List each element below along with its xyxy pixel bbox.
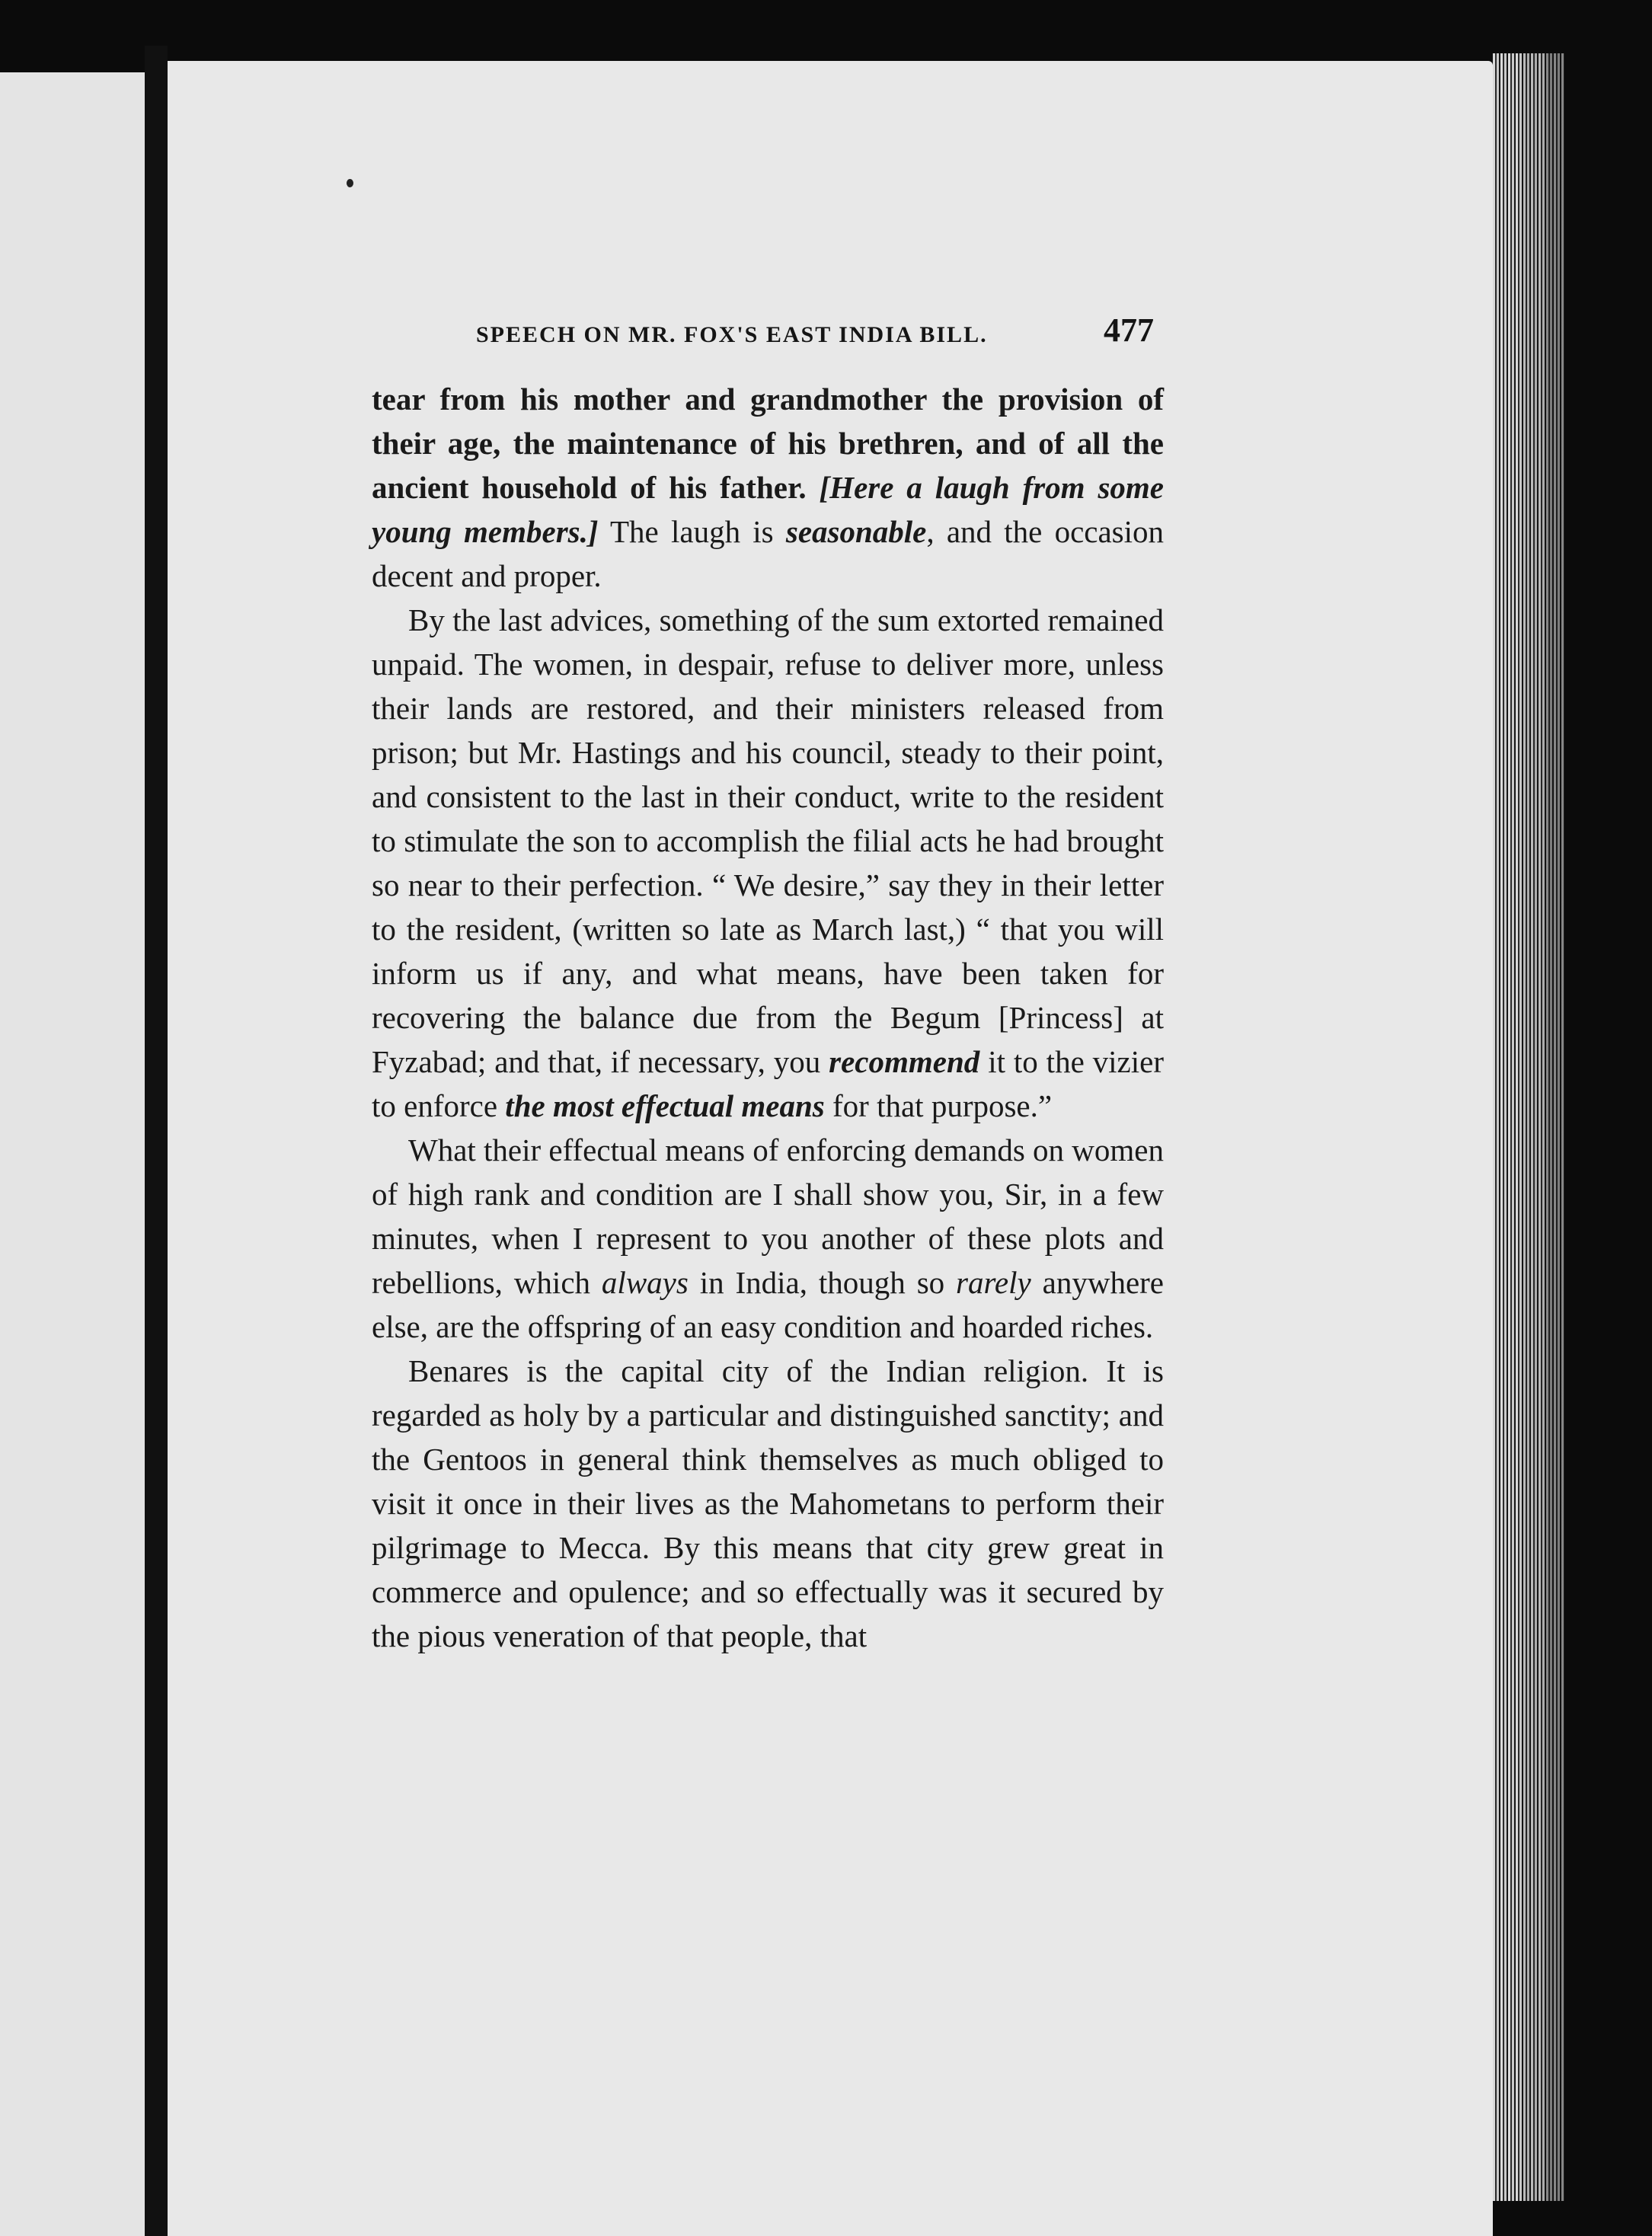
paragraph-1-text: , and the occasion decent and proper. bbox=[372, 514, 1165, 593]
emphasis: recommend bbox=[829, 1044, 980, 1079]
paragraph-3-text: What their effectual means of enforcing demands on women of high rank and condition are I shall show you, Sir, in a few minutes, when I represent to you another of these plots and rebellions, which bbox=[372, 1132, 1164, 1300]
paragraph-2-text: By the last advices, something of the sum extorted remained unpaid. The women, in despair, refuse to deliver more, unless their lands are restored, and their ministers released from prison; but Mr. Hastings and his council, steady to their point, and consistent to the last in their conduct, write to the resident to stimulate the son to accomplish the filial acts he had brought so near to their perfection. “ We desire,” say they in their letter to the resident, (written so late as March last,) “ that you will inform us if any, and what means, have been taken for recovering the balance due from the Begum [Princess] at Fyzabad; and that, if necessary, you bbox=[372, 602, 1164, 1079]
emphasis: seasonable bbox=[785, 514, 927, 549]
paragraph-1 bbox=[372, 377, 1164, 598]
page-stack-edge bbox=[1546, 53, 1564, 2201]
paragraph-3 bbox=[372, 1128, 1164, 1349]
paragraph-2-text: it to the vizier to enforce bbox=[372, 1044, 1164, 1123]
paragraph-1-text: tear from his mother and grandmother the provision of their age, the maintenance of his brethren, and of all the ancient household of his father. bbox=[372, 382, 1164, 505]
paragraph-3-text: in India, though so bbox=[688, 1265, 957, 1300]
running-title: SPEECH ON MR. FOX'S EAST INDIA BILL. bbox=[476, 322, 988, 347]
paragraph-2-text: for that purpose.” bbox=[824, 1088, 1053, 1123]
emphasis: the most effectual means bbox=[505, 1088, 825, 1123]
ink-spot bbox=[347, 179, 353, 187]
paragraph-4 bbox=[372, 1349, 1164, 1658]
paragraph-3-text: anywhere else, are the offspring of an easy condition and hoarded riches. bbox=[372, 1265, 1164, 1344]
page-stack-edge bbox=[1493, 53, 1523, 2201]
facing-page-edge bbox=[0, 72, 145, 2236]
running-head bbox=[476, 308, 1154, 354]
paragraph-2 bbox=[372, 598, 1164, 1128]
body-text bbox=[372, 377, 1164, 1658]
book-gutter bbox=[145, 46, 168, 2236]
stage-direction: [Here a laugh from some young members.] bbox=[372, 470, 1165, 549]
paragraph-4-text: Benares is the capital city of the Indian religion. It is regarded as holy by a particular and distinguished sanctity; and the Gentoos in general think themselves as much obliged to visit it once in their lives as the Mahometans to perform their pilgrimage to Mecca. By this means that city grew great in commerce and opulence; and so effectually was it secured by the pious veneration of that people, that bbox=[372, 1353, 1164, 1653]
paragraph-1-text: The laugh is bbox=[598, 514, 786, 549]
emphasis: always bbox=[601, 1265, 689, 1300]
page-stack-edge bbox=[1523, 53, 1546, 2201]
emphasis: rarely bbox=[956, 1265, 1031, 1300]
page-number: 477 bbox=[1104, 311, 1154, 349]
